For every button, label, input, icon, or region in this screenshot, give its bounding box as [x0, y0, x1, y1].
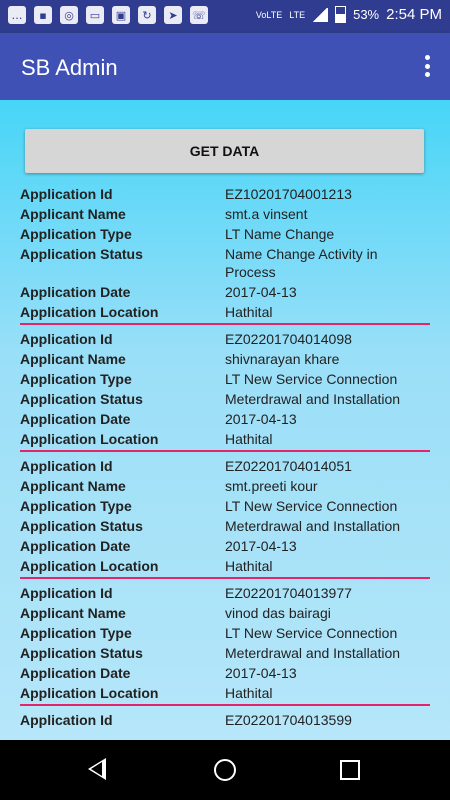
network-label: LTE: [289, 9, 306, 20]
label-application-date: Application Date: [20, 665, 131, 681]
send-icon: ➤: [164, 6, 182, 24]
app-bar: [0, 33, 450, 100]
application-type: LT Name Change: [225, 226, 335, 242]
clock: 2:54 PM: [386, 6, 442, 23]
label-application-type: Application Type: [20, 371, 132, 387]
label-application-location: Application Location: [20, 304, 159, 320]
application-location: Hathital: [225, 558, 273, 574]
application-location: Hathital: [225, 685, 273, 701]
applicant-name: smt.preeti kour: [225, 478, 318, 494]
applicant-name: vinod das bairagi: [225, 605, 331, 621]
overflow-menu-icon[interactable]: [424, 55, 430, 77]
status-bar: [0, 0, 450, 33]
application-date: 2017-04-13: [225, 284, 297, 300]
applicant-name: smt.a vinsent: [225, 206, 308, 222]
label-application-status: Application Status: [20, 518, 143, 534]
main-content[interactable]: [0, 100, 450, 740]
label-application-location: Application Location: [20, 558, 159, 574]
application-id: EZ02201704014098: [225, 331, 352, 347]
application-type: LT New Service Connection: [225, 625, 398, 641]
application-record: [0, 184, 450, 325]
application-record: [0, 329, 450, 452]
label-application-type: Application Type: [20, 625, 132, 641]
label-application-type: Application Type: [20, 226, 132, 242]
get-data-button[interactable]: GET DATA: [25, 129, 424, 173]
application-id: EZ10201704001213: [225, 186, 352, 202]
application-status: Meterdrawal and Installation: [225, 391, 401, 407]
label-application-id: Application Id: [20, 712, 113, 728]
recent-apps-icon[interactable]: [340, 760, 360, 780]
application-location: Hathital: [225, 304, 273, 320]
signal-icon: [312, 8, 328, 22]
application-record: [0, 583, 450, 706]
application-record: [0, 456, 450, 579]
record-divider: [20, 323, 430, 325]
label-application-date: Application Date: [20, 411, 131, 427]
label-applicant-name: Applicant Name: [20, 351, 126, 367]
application-id: EZ02201704014051: [225, 458, 352, 474]
record-divider: [20, 704, 430, 706]
label-application-status: Application Status: [20, 391, 143, 407]
application-type: LT New Service Connection: [225, 371, 398, 387]
notification-icons: [8, 6, 208, 24]
app-title: SB Admin: [21, 55, 118, 80]
label-application-date: Application Date: [20, 538, 131, 554]
application-location: Hathital: [225, 431, 273, 447]
label-applicant-name: Applicant Name: [20, 478, 126, 494]
label-application-status: Application Status: [20, 246, 143, 262]
application-type: LT New Service Connection: [225, 498, 398, 514]
sync-icon: ↻: [138, 6, 156, 24]
application-id: EZ02201704013599: [225, 712, 352, 728]
battery-percent: 53%: [353, 7, 380, 22]
label-application-date: Application Date: [20, 284, 131, 300]
battery-icon: [335, 6, 346, 23]
system-icons: [256, 6, 442, 23]
application-id: EZ02201704013977: [225, 585, 352, 601]
home-icon[interactable]: [214, 759, 236, 781]
messages-icon: …: [8, 6, 26, 24]
label-application-id: Application Id: [20, 458, 113, 474]
application-date: 2017-04-13: [225, 538, 297, 554]
label-application-id: Application Id: [20, 331, 113, 347]
label-application-id: Application Id: [20, 585, 113, 601]
label-application-location: Application Location: [20, 431, 159, 447]
application-date: 2017-04-13: [225, 411, 297, 427]
application-status: Name Change Activity in Process: [225, 246, 378, 280]
label-applicant-name: Applicant Name: [20, 605, 126, 621]
application-status: Meterdrawal and Installation: [225, 645, 401, 661]
keyhole-icon: ▪: [34, 6, 52, 24]
navigation-bar: [0, 740, 450, 800]
back-icon[interactable]: [88, 758, 106, 780]
label-application-location: Application Location: [20, 685, 159, 701]
ring-icon: ◎: [60, 6, 78, 24]
label-applicant-name: Applicant Name: [20, 206, 126, 222]
record-divider: [20, 450, 430, 452]
application-list[interactable]: [0, 184, 450, 730]
label-application-status: Application Status: [20, 645, 143, 661]
whatsapp-icon: ☏: [190, 6, 208, 24]
application-status: Meterdrawal and Installation: [225, 518, 401, 534]
chat-icon: ▭: [86, 6, 104, 24]
volte-label: VoLTE: [255, 9, 283, 20]
application-date: 2017-04-13: [225, 665, 297, 681]
applicant-name: shivnarayan khare: [225, 351, 340, 367]
label-application-type: Application Type: [20, 498, 132, 514]
record-divider: [20, 577, 430, 579]
image-icon: ▣: [112, 6, 130, 24]
label-application-id: Application Id: [20, 186, 113, 202]
application-record: [0, 710, 450, 730]
